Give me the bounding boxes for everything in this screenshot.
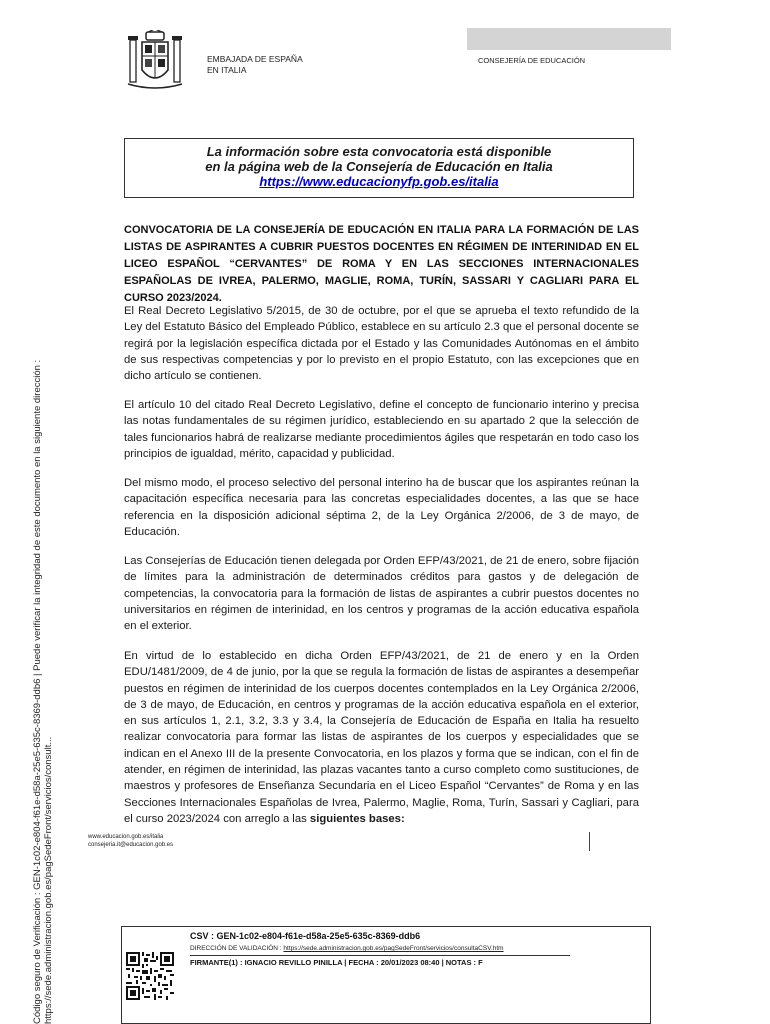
csv-box	[121, 926, 651, 1024]
paragraph-3: Del mismo modo, el proceso selectivo del personal interino ha de buscar que los aspirantes reúnan la capacitación específica necesaria para las concretas especialidades docentes, a las que se hace referencia en la disposición adicional séptima 2, de la Ley Orgánica 2/2006, de 3 de mayo, de Educación.	[124, 477, 639, 538]
info-line1: La información sobre esta convocatoria está disponible	[206, 144, 552, 159]
csv-validation	[190, 945, 504, 952]
csv-signer: FIRMANTE(1) : IGNACIO REVILLO PINILLA | FECHA : 20/01/2023 08:40 | NOTAS : F	[190, 958, 483, 967]
embassy-line2: EN ITALIA	[207, 65, 247, 75]
side-line1: Código seguro de Verificación : GEN-1c02-e804-f61e-d58a-25e5-635c-8369-ddb6 | Puede verificar la integridad de este documento en la siguiente dirección :	[32, 359, 43, 1024]
embassy-name	[207, 54, 303, 76]
paragraph-5-text: En virtud de lo establecido en dicha Orden EFP/43/2021, de 21 de enero y en la Orden EDU/1481/2009, de 4 de junio, por la que se regula la formación de listas de aspirantes a desempeñar puestos en régimen de interinidad de los cuerpos docentes contemplados en la Ley Orgánica 2/2006, de 3 de mayo, de Educación, en centros y programas de la acción educativa española en el exterior, en sus artículos 1, 2.1, 3.2, 3.3 y 3.4, la Consejería de Educación de España en Italia ha resuelto realizar convocatoria para formar las listas de aspirantes de los cuerpos y especialidades que se indican en el Anexo III de la presente Convocatoria, en los plazos y forma que se indican, con el fin de atender, en régimen de interinidad, las plazas vacantes tanto a curso completo como sustituciones, de maestros y profesores de Enseñanza Secundaria en el Liceo Español “Cervantes” de Roma y en las Secciones Internacionales Españolas de Ivrea, Palermo, Maglie, Roma, Turín, Sassari y Cagliari, para el curso 2023/2024 con arreglo a las	[124, 650, 639, 825]
paragraph-5	[124, 648, 639, 827]
footer-divider	[589, 832, 590, 851]
document-title: CONVOCATORIA DE LA CONSEJERÍA DE EDUCACIÓN EN ITALIA PARA LA FORMACIÓN DE LAS LISTAS DE ASPIRANTES A CUBRIR PUESTOS DOCENTES EN RÉGIMEN DE INTERINIDAD EN EL LICEO ESPAÑOL “CERVANTES” DE ROMA Y EN LAS SECCIONES INTERNACIONALES ESPAÑOLAS DE IVREA, PALERMO, MAGLIE, ROMA, TURÍN, SASSARI Y CAGLIARI PARA EL CURSO 2023/2024.	[124, 224, 639, 304]
csv-validation-label: DIRECCIÓN DE VALIDACIÓN :	[190, 945, 284, 952]
side-line2: https://sede.administracion.gob.es/pagSedeFront/servicios/consult...	[43, 736, 54, 1024]
paragraph-5-bold: siguientes bases:	[309, 812, 405, 825]
footer-contact	[88, 833, 173, 849]
side-verification-text	[32, 0, 54, 1024]
embassy-line1: EMBAJADA DE ESPAÑA	[207, 54, 303, 64]
qr-code-icon	[126, 952, 174, 1000]
info-line2: en la página web de la Consejería de Educación en Italia	[205, 159, 553, 174]
footer-web-link[interactable]: www.educacion.gob.es/italia	[88, 834, 164, 840]
paragraph-2: El artículo 10 del citado Real Decreto Legislativo, define el concepto de funcionario interino y precisa las notas fundamentales de su régimen jurídico, estableciendo en su apartado 2 que la selección de tales funcionarios habrá de realizarse mediante procedimientos ágiles que respetarán en todo caso los principios de igualdad, mérito, capacidad y publicidad.	[124, 399, 639, 460]
info-link[interactable]: https://www.educacionyfp.gob.es/italia	[259, 174, 499, 189]
paragraph-1: El Real Decreto Legislativo 5/2015, de 30 de octubre, por el que se aprueba el texto refundido de la Ley del Estatuto Básico del Empleado Público, establece en su artículo 2.3 que el personal docente se regirá por la legislación específica dictada por el Estado y las Comunidades Autónomas en el ámbito de sus respectivas competencias y por lo previsto en el propio Estatuto, con las excepciones que en dicho artículo se contienen.	[124, 305, 639, 383]
consejeria-label: CONSEJERÍA DE EDUCACIÓN	[478, 56, 586, 65]
csv-validation-url[interactable]: https://sede.administracion.gob.es/pagSedeFront/servicios/consultaCSV.htm	[283, 945, 504, 952]
paragraph-4: Las Consejerías de Educación tienen delegada por Orden EFP/43/2021, de 21 de enero, sobre fijación de límites para la administración de determinados créditos para gastos y de delegación de competencias, la convocatoria para la formación de listas de aspirantes a cubrir puestos docentes no universitarios en régimen de interinidad, en los centros y programas de la acción educativa española en el exterior.	[124, 555, 639, 633]
info-box	[124, 138, 634, 198]
csv-divider	[190, 955, 570, 956]
footer-email-link[interactable]: consejeria.it@educacion.gob.es	[88, 842, 174, 848]
header-grey-bar	[467, 28, 671, 50]
csv-code: CSV : GEN-1c02-e804-f61e-d58a-25e5-635c-8369-ddb6	[190, 931, 421, 941]
spain-coat-of-arms-icon	[126, 30, 184, 94]
